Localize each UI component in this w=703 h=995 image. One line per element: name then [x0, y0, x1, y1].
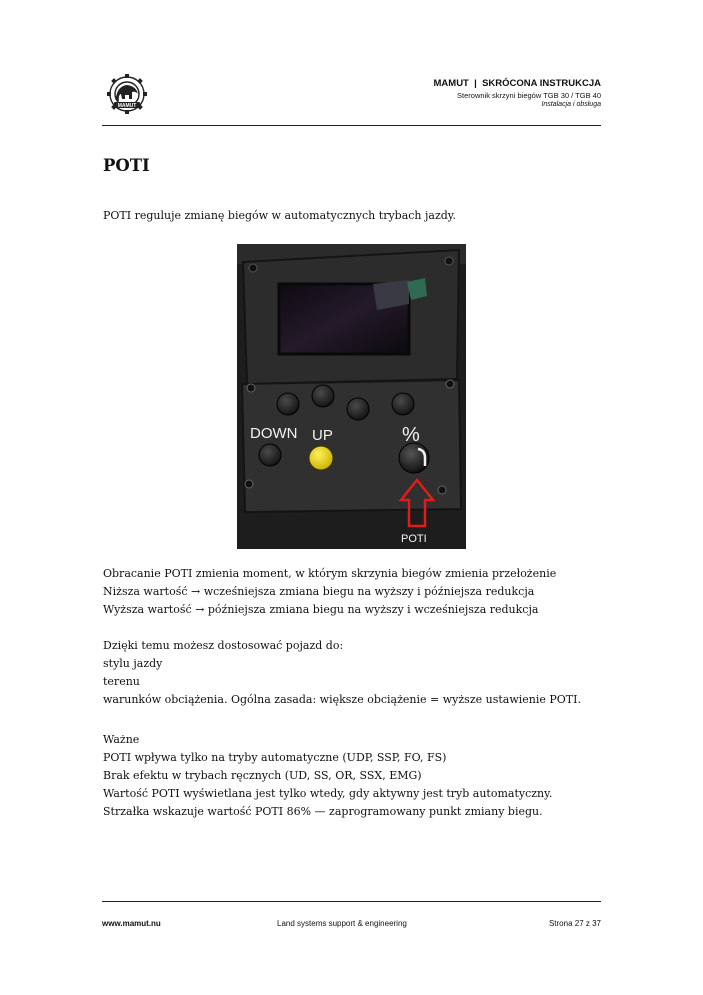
text-line: stylu jazdy: [103, 657, 163, 670]
text-line: Niższa wartość → wcześniejsza zmiana biegu na wyższy i późniejsza redukcja: [103, 585, 535, 598]
text-line: POTI wpływa tylko na tryby automatyczne (UDP, SSP, FO, FS): [103, 751, 447, 764]
text-line: Wyższa wartość → późniejsza zmiana biegu na wyższy i wcześniejsza redukcja: [103, 603, 539, 616]
text-line: Wartość POTI wyświetlana jest tylko wtedy, gdy aktywny jest tryb automatyczny.: [103, 787, 553, 800]
header-subtitle-italic: Instalacja i obsługa: [541, 101, 601, 108]
footer-rule: [102, 901, 601, 902]
text-block-shifting: [103, 565, 556, 619]
header-subtitle: Sterownik skrzyni biegów TGB 30 / TGB 40: [457, 91, 601, 100]
up-label: UP: [312, 427, 333, 444]
text-line: warunków obciążenia. Ogólna zasada: większe obciążenie = wyższe ustawienie POTI.: [103, 693, 581, 706]
poti-photo-label: POTI: [401, 533, 427, 545]
intro-text: POTI reguluje zmianę biegów w automatycznych trybach jazdy.: [103, 209, 457, 222]
mamut-logo: [102, 73, 152, 115]
text-line: Ważne: [103, 733, 140, 746]
text-line: terenu: [103, 675, 140, 688]
svg-text:MAMUT: MAMUT: [117, 103, 137, 109]
down-label: DOWN: [250, 425, 298, 442]
section-title: POTI: [103, 156, 150, 175]
header-title: MAMUT | SKRÓCONA INSTRUKCJA: [433, 78, 601, 89]
document-header: [434, 78, 602, 108]
footer-website[interactable]: www.mamut.nu: [102, 919, 161, 928]
controller-photo: [237, 244, 466, 549]
text-line: Strzałka wskazuje wartość POTI 86% — zaprogramowany punkt zmiany biegu.: [103, 805, 543, 818]
header-rule: [102, 125, 601, 126]
footer-tagline: Land systems support & engineering: [277, 919, 407, 928]
footer-page-number: Strona 27 z 37: [548, 919, 601, 928]
text-line: Obracanie POTI zmienia moment, w którym skrzynia biegów zmienia przełożenie: [103, 567, 557, 580]
text-block-important: [103, 731, 552, 821]
text-block-adjust: [103, 637, 581, 709]
percent-label: %: [402, 424, 420, 446]
text-line: Dzięki temu możesz dostosować pojazd do:: [103, 639, 344, 652]
text-line: Brak efektu w trybach ręcznych (UD, SS, OR, SSX, EMG): [103, 769, 422, 782]
